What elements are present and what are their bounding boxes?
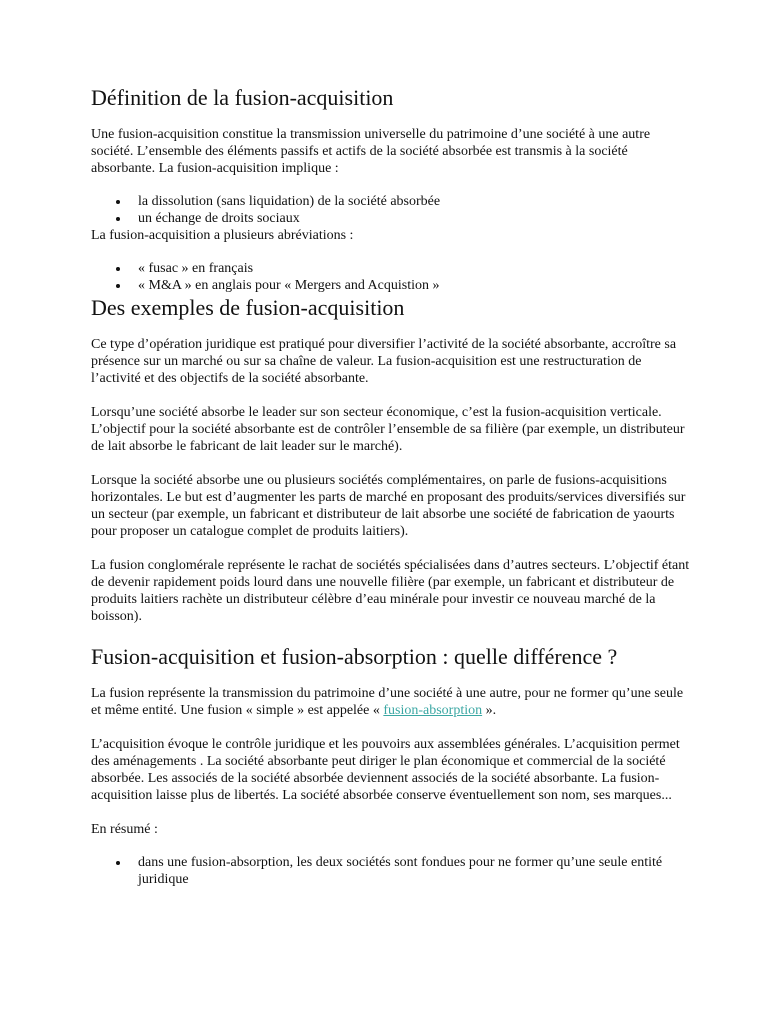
paragraph: L’acquisition évoque le contrôle juridique et les pouvoirs aux assemblées générales. L’acquisition permet des aménagements . La société absorbante peut diriger le plan économique et commercial de la société absorbée. Les associés de la société absorbée deviennent associés de la société absorbante. La fusion-acquisition laisse plus de libertés. La société absorbée conserve éventuellement son nom, ses marques... [91,737,680,803]
heading-difference: Fusion-acquisition et fusion-absorption : quelle différence ? [91,644,618,669]
paragraph: La fusion-acquisition a plusieurs abréviations : [91,228,354,243]
bullet-list [91,260,691,294]
bullet-list [91,854,691,888]
document-content [91,84,691,888]
paragraph: Ce type d’opération juridique est pratiqué pour diversifier l’activité de la société absorbante, accroître sa présence sur un marché ou sur sa chaîne de valeur. La fusion-acquisition est une restructuration de l’activité et des objectifs de la société absorbante. [91,337,677,386]
fusion-absorption-link[interactable]: fusion-absorption [383,703,483,718]
list-item: « M&A » en anglais pour « Mergers and Acquistion » [91,277,691,294]
list-item: la dissolution (sans liquidation) de la société absorbée [91,193,691,210]
paragraph-text: ». [482,703,497,718]
heading-examples: Des exemples de fusion-acquisition [91,295,405,320]
paragraph: Lorsque la société absorbe une ou plusieurs sociétés complémentaires, on parle de fusions-acquisitions horizontales. Le but est d’augmenter les parts de marché en proposant des produits/services diversifiés sur un secteur (par exemple, un fabricant et distributeur de lait absorbe une société de fabrication de yaourts pour proposer un catalogue complet de produits laitiers). [91,473,686,539]
bullet-list [91,193,691,227]
heading-definition: Définition de la fusion-acquisition [91,85,394,110]
list-item: « fusac » en français [91,260,691,277]
paragraph: Lorsqu’une société absorbe le leader sur son secteur économique, c’est la fusion-acquisition verticale. L’objectif pour la société absorbante est de contrôler l’ensemble de sa filière (par exemple, un distributeur de lait absorbe le fabricant de lait leader sur le marché). [91,405,685,454]
paragraph-text: La fusion représente la transmission du patrimoine d’une société à une autre, pour ne former qu’une seule et même entité. Une fusion « simple » est appelée « [91,686,684,718]
paragraph: La fusion conglomérale représente le rachat de sociétés spécialisées dans d’autres secteurs. L’objectif étant de devenir rapidement poids lourd dans une nouvelle filière (par exemple, un fabricant et distributeur de produits laitiers rachète un distributeur célèbre d’eau minérale pour investir ce nouveau marché de la boisson). [91,558,690,624]
paragraph: En résumé : [91,822,158,837]
paragraph: Une fusion-acquisition constitue la transmission universelle du patrimoine d’une société à une autre société. L’ensemble des éléments passifs et actifs de la société absorbée est transmis à la société absorbante. La fusion-acquisition implique : [91,127,651,176]
list-item: un échange de droits sociaux [91,210,691,227]
paragraph [91,685,691,719]
list-item: dans une fusion-absorption, les deux sociétés sont fondues pour ne former qu’une seule entité juridique [91,854,691,888]
